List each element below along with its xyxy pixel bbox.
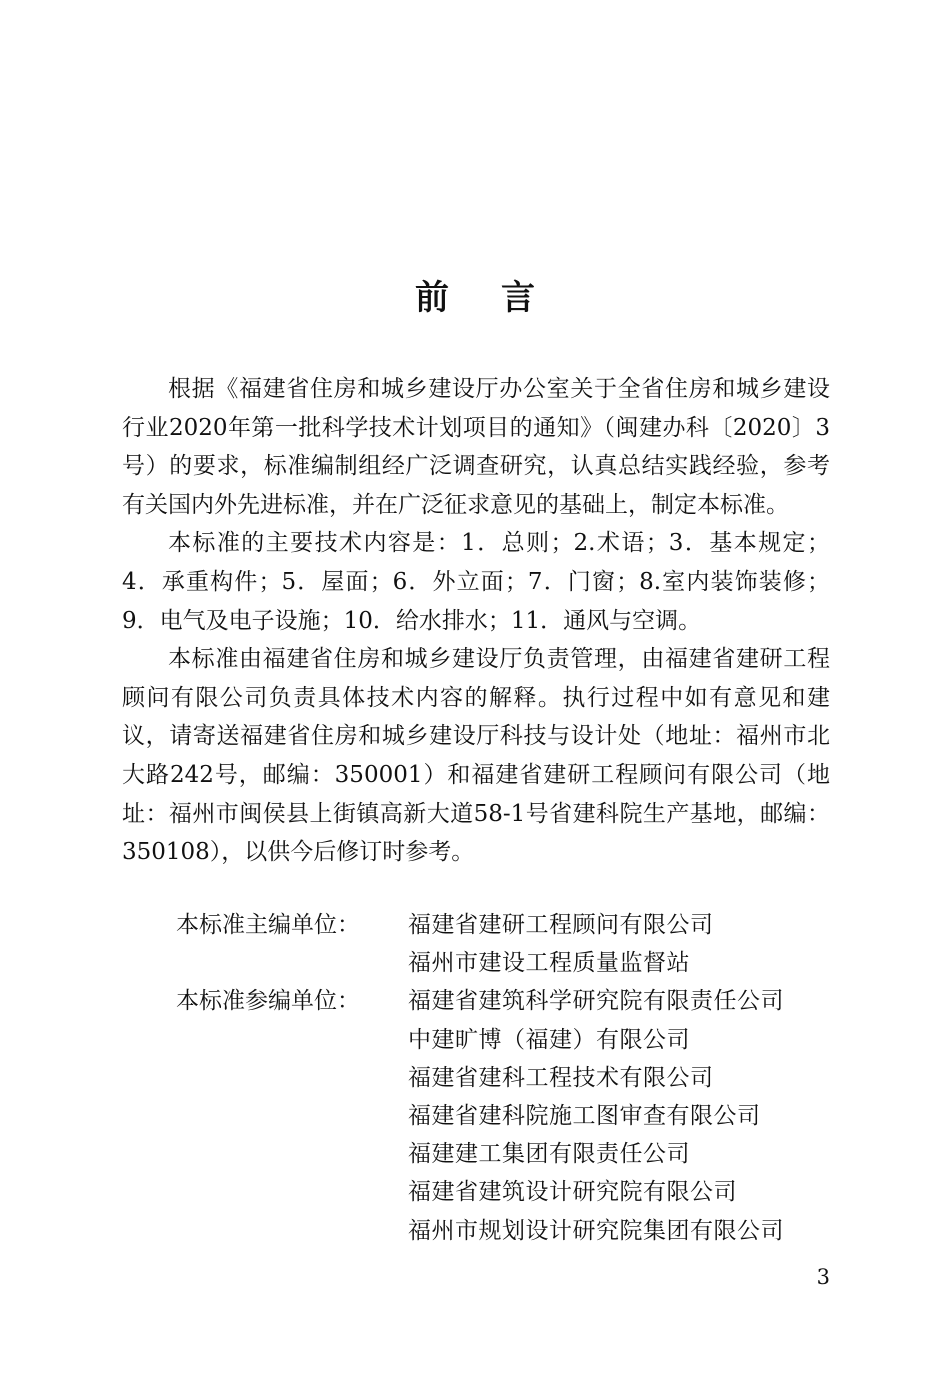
chief-editor-unit: 福建省建研工程顾问有限公司 xyxy=(408,912,714,938)
participating-editor-unit: 福建省建筑设计研究院有限公司 xyxy=(408,1179,737,1206)
chief-editor-label: 本标准主编单位： xyxy=(176,912,360,938)
page-title xyxy=(0,270,950,319)
participating-editor-unit: 福建建工集团有限责任公司 xyxy=(408,1141,690,1168)
paragraph-management: 本标准由福建省住房和城乡建设厅负责管理，由福建省建研工程顾问有限公司负责具体技术内容的解释。执行过程中如有意见和建议，请寄送福建省住房和城乡建设厅科技与设计处（地址：福州市北大路242号，邮编：350001）和福建省建研工程顾问有限公司（地址：福州市闽侯县上街镇高新大道58-1号省建科院生产基地，邮编：350108），以供今后修订时参考。 xyxy=(122,646,830,866)
chief-editor-unit: 福州市建设工程质量监督站 xyxy=(408,950,690,977)
paragraph-basis: 根据《福建省住房和城乡建设厅办公室关于全省住房和城乡建设行业2020年第一批科学技术计划项目的通知》（闽建办科〔2020〕3号）的要求，标准编制组经广泛调查研究，认真总结实践经验，参考有关国内外先进标准，并在广泛征求意见的基础上，制定本标准。 xyxy=(122,376,830,518)
editing-units xyxy=(176,906,784,1250)
participating-editor-unit: 福建省建科院施工图审查有限公司 xyxy=(408,1103,761,1130)
participating-editor-unit: 福州市规划设计研究院集团有限公司 xyxy=(408,1217,784,1244)
page-number: 3 xyxy=(816,1265,830,1289)
participating-editor-group xyxy=(176,982,784,1249)
participating-editor-label: 本标准参编单位： xyxy=(176,988,360,1015)
paragraph-main-contents: 本标准的主要技术内容是：1．总则；2.术语；3．基本规定；4．承重构件；5．屋面；6．外立面；7．门窗；8.室内装饰装修；9．电气及电子设施；10．给水排水；11．通风与空调。 xyxy=(122,530,830,634)
title-char-2: 言 xyxy=(501,278,535,318)
chief-editor-list xyxy=(408,906,714,982)
preface-body xyxy=(122,370,830,872)
participating-editor-unit: 中建旷博（福建）有限公司 xyxy=(408,1026,690,1053)
participating-editor-unit: 福建省建筑科学研究院有限责任公司 xyxy=(408,988,784,1015)
chief-editor-group xyxy=(176,906,784,982)
title-char-1: 前 xyxy=(415,278,449,318)
participating-editor-unit: 福建省建科工程技术有限公司 xyxy=(408,1064,714,1091)
participating-editor-list xyxy=(408,982,784,1249)
